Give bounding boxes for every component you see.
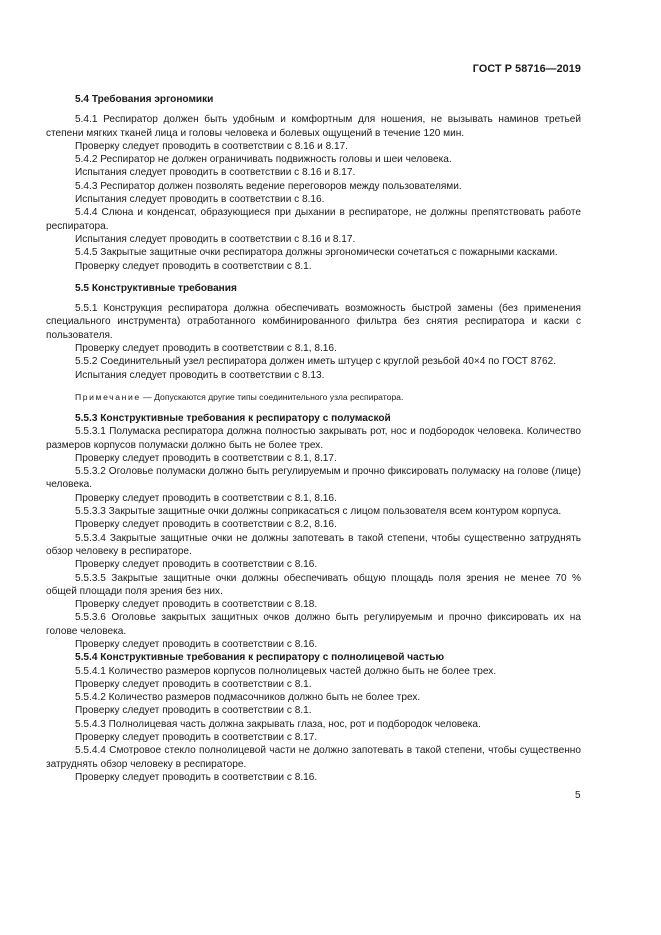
paragraph: Проверку следует проводить в соответствии с 8.1, 8.16.	[75, 492, 337, 504]
paragraph: Проверку следует проводить в соответствии с 8.1, 8.17.	[75, 452, 337, 464]
paragraph: 5.5.3.3 Закрытые защитные очки должны соприкасаться с лицом пользователя всем контуром корпуса.	[75, 506, 562, 518]
paragraph: Проверку следует проводить в соответствии с 8.1.	[75, 260, 312, 272]
page-number: 5	[575, 790, 581, 801]
paragraph: 5.5.3.5 Закрытые защитные очки должны обеспечивать общую площадь поля зрения не менее 70 % общей площади поля зрения без них.	[46, 572, 581, 597]
paragraph: Проверку следует проводить в соответствии с 8.2, 8.16.	[75, 519, 337, 531]
section-heading: 5.5 Конструктивные требования	[75, 282, 237, 294]
paragraph: 5.4.1 Респиратор должен быть удобным и комфортным для ношения, не вызывать наминов третьей степени мягких тканей лица и головы человека и болевых ощущений в течение 120 мин.	[46, 114, 581, 139]
paragraph: Испытания следует проводить в соответствии с 8.13.	[75, 369, 325, 381]
note-label: Примечание	[75, 391, 141, 402]
paragraph: Проверку следует проводить в соответствии с 8.18.	[75, 599, 318, 611]
document-body	[46, 93, 581, 784]
paragraph: 5.4.5 Закрытые защитные очки респиратора должны эргономически сочетаться с пожарными касками.	[75, 247, 558, 259]
paragraph: 5.5.3.6 Оголовье закрытых защитных очков должно быть регулируемым и прочно фиксировать их на голове человека.	[46, 612, 581, 637]
paragraph: 5.5.3.1 Полумаска респиратора должна полностью закрывать рот, нос и подбородок человека. Количество размеров корпусов полумаски должно быть не более трех.	[46, 426, 581, 451]
paragraph: Испытания следует проводить в соответствии с 8.16.	[75, 194, 325, 206]
paragraph: 5.4.2 Респиратор не должен ограничивать подвижность головы и шеи человека.	[75, 154, 452, 166]
paragraph: Проверку следует проводить в соответствии с 8.1, 8.16.	[75, 343, 337, 355]
paragraph: 5.5.2 Соединительный узел респиратора должен иметь штуцер с круглой резьбой 40×4 по ГОСТ 8762.	[75, 356, 557, 368]
subsection-heading: 5.5.3 Конструктивные требования к респиратору с полумаской	[75, 412, 391, 424]
section-heading: 5.4 Требования эргономики	[75, 94, 214, 105]
paragraph: Проверку следует проводить в соответствии с 8.1.	[75, 678, 312, 690]
paragraph: 5.5.3.4 Закрытые защитные очки не должны запотевать в такой степени, чтобы существенно затруднять обзор человеку в респираторе.	[46, 532, 581, 557]
paragraph: Испытания следует проводить в соответствии с 8.16 и 8.17.	[75, 167, 356, 179]
note	[46, 391, 581, 403]
paragraph: Проверку следует проводить в соответствии с 8.17.	[75, 732, 318, 744]
document-header-code: ГОСТ Р 58716—2019	[472, 63, 581, 75]
paragraph: 5.4.3 Респиратор должен позволять ведение переговоров между пользователями.	[75, 180, 462, 192]
paragraph: Проверку следует проводить в соответствии с 8.16.	[75, 638, 318, 650]
paragraph: Проверку следует проводить в соответствии с 8.16.	[75, 771, 318, 783]
paragraph: 5.5.4.1 Количество размеров корпусов полнолицевых частей должно быть не более трех.	[75, 665, 497, 677]
paragraph: Проверку следует проводить в соответствии с 8.16 и 8.17.	[75, 140, 349, 152]
paragraph: 5.5.1 Конструкция респиратора должна обеспечивать возможность быстрой замены (без применения специального инструмента) отработанного комбинированного фильтра без снятия респиратора и каски с пользователя.	[46, 303, 581, 341]
paragraph: 5.5.4.4 Смотровое стекло полнолицевой части не должно запотевать в такой степени, чтобы существенно затруднять обзор человеку в респираторе.	[46, 745, 581, 770]
paragraph: Проверку следует проводить в соответствии с 8.16.	[75, 559, 318, 571]
paragraph: Проверку следует проводить в соответствии с 8.1.	[75, 705, 312, 717]
note-text: — Допускаются другие типы соединительного узла респиратора.	[140, 391, 404, 402]
paragraph: 5.4.4 Слюна и конденсат, образующиеся при дыхании в респираторе, не должны препятствовать работе респиратора.	[46, 207, 581, 232]
paragraph: 5.5.3.2 Оголовье полумаски должно быть регулируемым и прочно фиксировать полумаску на голове (лице) человека.	[46, 466, 581, 491]
paragraph: Испытания следует проводить в соответствии с 8.16 и 8.17.	[75, 233, 356, 245]
subsection-heading: 5.5.4 Конструктивные требования к респиратору с полнолицевой частью	[75, 652, 445, 664]
paragraph: 5.5.4.3 Полнолицевая часть должна закрывать глаза, нос, рот и подбородок человека.	[75, 718, 481, 730]
paragraph: 5.5.4.2 Количество размеров подмасочников должно быть не более трех.	[75, 692, 421, 704]
